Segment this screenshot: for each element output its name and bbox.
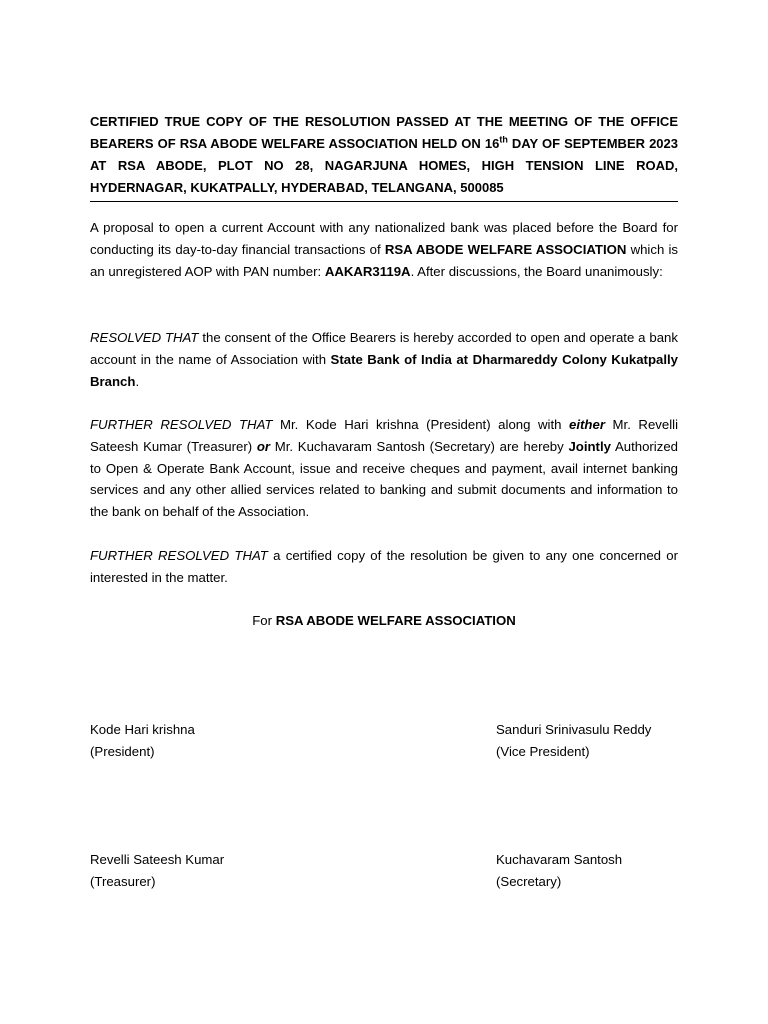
signatory-role: (Secretary): [496, 874, 562, 889]
heading-text-2: DAY OF SEPTEMBER 2023 AT RSA ABODE, PLOT NO 28, NAGARJUNA HOMES, HIGH TENSION LINE ROAD, HYDERNAGAR, KUKATPALLY, HYDERABAD, TELANGANA, 500085: [90, 136, 678, 195]
proposal-text-1: A proposal to open a current Account with any nationalized bank was placed before the Board for conducting its day-to-day financial transactions of: [90, 220, 678, 257]
for-association-line: [0, 610, 768, 632]
further1-text-3: Mr. Kuchavaram Santosh (Secretary) are hereby: [270, 438, 569, 454]
further1-either: either: [569, 417, 605, 432]
further1-text-2: Mr. Revelli Sateesh Kumar (Treasurer): [90, 417, 678, 454]
resolved-paragraph: [90, 327, 678, 392]
signatory-vice-president: [496, 719, 651, 763]
for-association-name: RSA ABODE WELFARE ASSOCIATION: [275, 613, 516, 628]
signatory-president: [90, 719, 195, 763]
further2-text-1: a certified copy of the resolution be given to any one concerned or interested in the matter.: [90, 548, 679, 585]
further-resolved-label-1: FURTHER RESOLVED THAT: [90, 417, 273, 432]
resolution-heading: [90, 111, 678, 202]
proposal-text-3: . After discussions, the Board unanimously:: [410, 263, 663, 279]
resolved-label: RESOLVED THAT: [90, 330, 199, 345]
further-resolved-label-2: FURTHER RESOLVED THAT: [90, 548, 268, 563]
pan-number: AAKAR3119A: [324, 263, 411, 279]
signatory-secretary: [496, 849, 622, 893]
bank-branch-name: State Bank of India at Dharmareddy Colony Kukatpally Branch: [90, 351, 678, 389]
signatory-name: Revelli Sateesh Kumar: [90, 852, 225, 867]
further1-or: or: [256, 438, 271, 454]
signatory-role: (Treasurer): [90, 874, 156, 889]
signatory-role: (Vice President): [496, 744, 590, 759]
further1-text-4: Authorized to Open & Operate Bank Account, issue and receive cheques and payment, avail internet banking services and any other allied services related to banking and submit documents and information to the bank on behalf of the Association.: [90, 438, 678, 520]
heading-superscript: th: [499, 134, 508, 145]
proposal-association-name: RSA ABODE WELFARE ASSOCIATION: [384, 241, 627, 257]
resolved-text-2: .: [135, 373, 140, 389]
signatory-name: Kode Hari krishna: [90, 722, 195, 737]
signatory-role: (President): [90, 744, 155, 759]
proposal-paragraph: [90, 217, 678, 282]
further-resolved-paragraph-1: [90, 414, 678, 523]
proposal-text-2: which is an unregistered AOP with PAN number:: [90, 241, 678, 279]
for-prefix: For: [252, 613, 276, 628]
signatory-treasurer: [90, 849, 224, 893]
resolved-text-1: the consent of the Office Bearers is hereby accorded to open and operate a bank account in the name of Association with: [90, 330, 678, 367]
further-resolved-paragraph-2: [90, 545, 678, 589]
signatory-name: Sanduri Srinivasulu Reddy: [496, 722, 652, 737]
heading-text-1: CERTIFIED TRUE COPY OF THE RESOLUTION PASSED AT THE MEETING OF THE OFFICE BEARERS OF RSA ABODE WELFARE ASSOCIATION HELD ON 16: [90, 114, 678, 151]
further1-text-1: Mr. Kode Hari krishna (President) along with: [272, 417, 570, 432]
further1-jointly: Jointly: [568, 438, 611, 454]
signatory-name: Kuchavaram Santosh: [496, 852, 623, 867]
